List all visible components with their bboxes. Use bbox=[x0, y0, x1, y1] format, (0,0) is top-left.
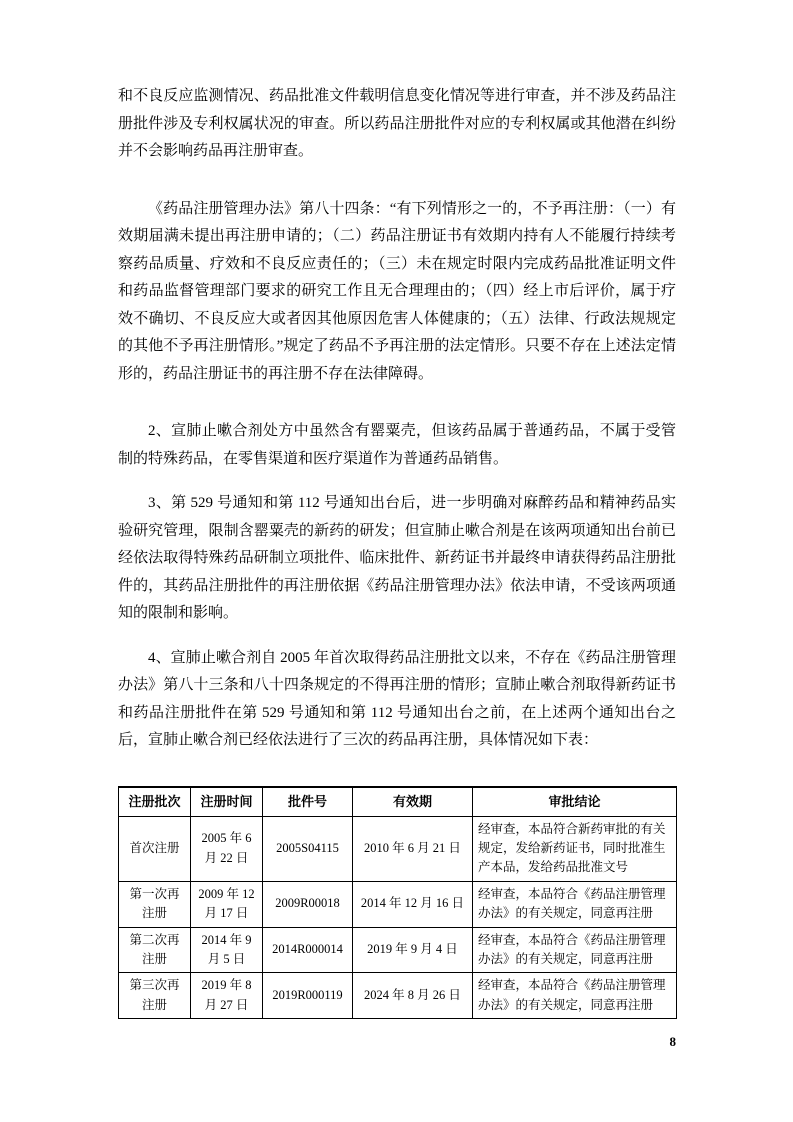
table-cell-approval-no: 2014R000014 bbox=[263, 927, 353, 973]
table-header-cell: 注册批次 bbox=[119, 787, 191, 817]
table-cell-conclusion: 经审查，本品符合《药品注册管理办法》的有关规定，同意再注册 bbox=[473, 881, 677, 927]
paragraph-regulation-article-84: 《药品注册管理办法》第八十四条：“有下列情形之一的，不予再注册：（一）有效期届满未提出再注册申请的；（二）药品注册证书有效期内持有人不能履行持续考察药品质量、疗效和不良反应责任的；（三）未在规定时限内完成药品批准证明文件和药品监督管理部门要求的研究工作且无合理理由的；（四）经上市后评价，属于疗效不确切、不良反应大或者因其他原因危害人体健康的；（五）法律、行政法规规定的其他不予再注册情形。”规定了药品不予再注册的法定情形。只要不存在上述法定情形的，药品注册证书的再注册不存在法律障碍。 bbox=[118, 200, 676, 382]
table-header-cell: 批件号 bbox=[263, 787, 353, 817]
table-row bbox=[119, 816, 677, 881]
paragraph-continuation: 和不良反应监测情况、药品批准文件载明信息变化情况等进行审查，并不涉及药品注册批件涉及专利权属状况的审查。所以药品注册批件对应的专利权属或其他潜在纠纷并不会影响药品再注册审查。 bbox=[118, 88, 676, 159]
table-cell-batch: 第三次再注册 bbox=[119, 973, 191, 1019]
table-header-row bbox=[119, 787, 677, 817]
table-cell-batch: 首次注册 bbox=[119, 816, 191, 881]
table-cell-approval-no: 2019R000119 bbox=[263, 973, 353, 1019]
page-number: 8 bbox=[669, 1034, 676, 1049]
table-header-cell: 审批结论 bbox=[473, 787, 677, 817]
table-cell-validity: 2014 年 12 月 16 日 bbox=[353, 881, 473, 927]
table-cell-batch: 第一次再注册 bbox=[119, 881, 191, 927]
table-cell-validity: 2024 年 8 月 26 日 bbox=[353, 973, 473, 1019]
registration-history-table bbox=[118, 786, 677, 1020]
table-cell-date: 2009 年 12 月 17 日 bbox=[191, 881, 263, 927]
table-cell-date: 2014 年 9 月 5 日 bbox=[191, 927, 263, 973]
table-cell-validity: 2019 年 9 月 4 日 bbox=[353, 927, 473, 973]
table-row bbox=[119, 973, 677, 1019]
table-cell-conclusion: 经审查，本品符合《药品注册管理办法》的有关规定，同意再注册 bbox=[473, 973, 677, 1019]
document-body bbox=[118, 83, 676, 1019]
table-header-cell: 注册时间 bbox=[191, 787, 263, 817]
table-cell-date: 2019 年 8 月 27 日 bbox=[191, 973, 263, 1019]
paragraph-point-4: 4、宣肺止嗽合剂自 2005 年首次取得药品注册批文以来，不存在《药品注册管理办法》第八十三条和八十四条规定的不得再注册的情形；宣肺止嗽合剂取得新药证书和药品注册批件在第 529 号通知和第 112 号通知出台之前，在上述两个通知出台之后，宣肺止嗽合剂已经依法进行了三次的药品再注册，具体情况如下表： bbox=[118, 649, 676, 748]
paragraph-point-2: 2、宣肺止嗽合剂处方中虽然含有罂粟壳，但该药品属于普通药品，不属于受管制的特殊药品，在零售渠道和医疗渠道作为普通药品销售。 bbox=[118, 423, 676, 467]
table-row bbox=[119, 927, 677, 973]
table-cell-approval-no: 2009R00018 bbox=[263, 881, 353, 927]
table-cell-conclusion: 经审查，本品符合《药品注册管理办法》的有关规定，同意再注册 bbox=[473, 927, 677, 973]
table-cell-batch: 第二次再注册 bbox=[119, 927, 191, 973]
paragraph-point-3: 3、第 529 号通知和第 112 号通知出台后，进一步明确对麻醉药品和精神药品实验研究管理，限制含罂粟壳的新药的研发；但宣肺止嗽合剂是在该两项通知出台前已经依法取得特殊药品研制立项批件、临床批件、新药证书并最终申请获得药品注册批件的，其药品注册批件的再注册依据《药品注册管理办法》依法申请，不受该两项通知的限制和影响。 bbox=[118, 495, 676, 621]
table-cell-date: 2005 年 6 月 22 日 bbox=[191, 816, 263, 881]
table-row bbox=[119, 881, 677, 927]
table-cell-approval-no: 2005S04115 bbox=[263, 816, 353, 881]
table-cell-conclusion: 经审查，本品符合新药审批的有关规定，发给新药证书，同时批准生产本品，发给药品批准文号 bbox=[473, 816, 677, 881]
table-cell-validity: 2010 年 6 月 21 日 bbox=[353, 816, 473, 881]
table-header-cell: 有效期 bbox=[353, 787, 473, 817]
